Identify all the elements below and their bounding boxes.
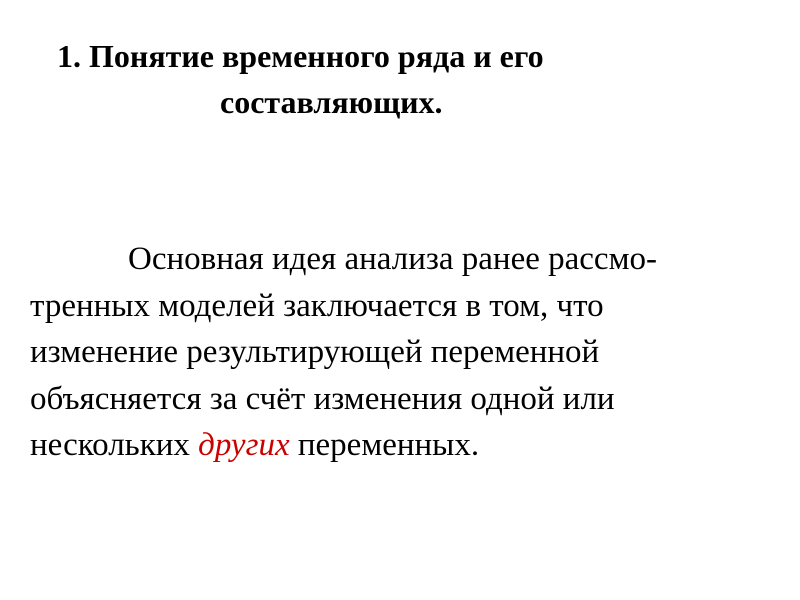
body-line-5 xyxy=(30,422,790,469)
emphasized-word: других xyxy=(198,427,290,463)
slide-title-line-1: 1. Понятие временного ряда и его xyxy=(57,38,544,74)
slide-title xyxy=(0,33,720,125)
body-line-5-end: переменных. xyxy=(289,427,480,463)
body-line-5-start: нескольких xyxy=(30,427,199,463)
body-line-1: Основная идея анализа ранее рассмо- xyxy=(128,241,657,277)
body-line-2: тренных моделей заключается в том, что xyxy=(30,287,604,324)
body-line-4: объясняется за счёт изменения одной или xyxy=(30,380,615,417)
slide-title-line-2: составляющих. xyxy=(220,84,443,120)
body-line-3: изменение результирующей переменной xyxy=(30,334,600,370)
slide-body-paragraph xyxy=(30,236,790,469)
